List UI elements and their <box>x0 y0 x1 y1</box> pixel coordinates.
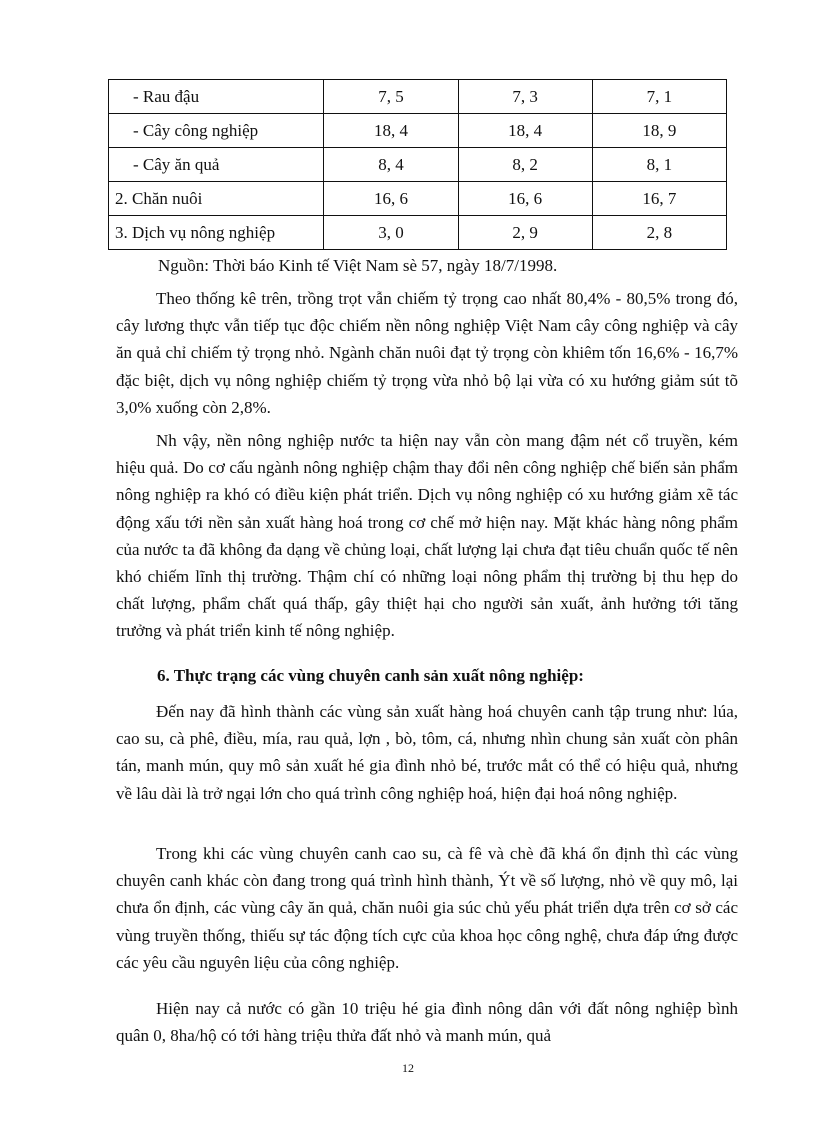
page-number: 12 <box>402 1061 414 1075</box>
cell-value: 2, 9 <box>458 216 592 250</box>
table-row <box>109 182 727 216</box>
cell-value: 18, 4 <box>324 114 458 148</box>
table-row <box>109 216 727 250</box>
row-label: - Cây công nghiệp <box>109 114 324 148</box>
paragraph-statistics: Theo thống kê trên, trồng trọt vẫn chiếm tỷ trọng cao nhất 80,4% - 80,5% trong đó, cây lương thực vẫn tiếp tục độc chiếm nền nông nghiệp Việt Nam cây công nghiệp và cây ăn quả chỉ chiếm tỷ trọng nhỏ. Ngành chăn nuôi đạt tỷ trọng còn khiêm tốn 16,6% - 16,7% đặc biệt, dịch vụ nông nghiệp chiếm tỷ trọng vừa nhỏ bộ lại vừa có xu hướng giảm sút tõ 3,0% xuống còn 2,8%. <box>116 289 738 417</box>
row-label: 2. Chăn nuôi <box>109 182 324 216</box>
row-label: - Cây ăn quả <box>109 148 324 182</box>
paragraph-households: Hiện nay cả nước có gần 10 triệu hé gia đình nông dân với đất nông nghiệp bình quân 0, 8ha/hộ có tới hàng triệu thửa đất nhỏ và manh mún, quả <box>116 999 738 1046</box>
section-heading: 6. Thực trạng các vùng chuyên canh sản xuất nông nghiệp: <box>157 666 584 685</box>
paragraph-traditional-agriculture: Nh vậy, nền nông nghiệp nước ta hiện nay vẫn còn mang đậm nét cổ truyền, kém hiệu quả. Do cơ cấu ngành nông nghiệp chậm thay đổi nên công nghiệp chế biến sản phẩm nông nghiệp ra khó có điều kiện phát triển. Dịch vụ nông nghiệp có xu hướng giảm xẽ tác động xấu tới nền sản xuất hàng hoá trong cơ chế mở hiện nay. Mặt khác hàng nông phẩm của nước ta đã không đa dạng về chủng loại, chất lượng lại chưa đạt tiêu chuẩn quốc tế nên khó chiếm lĩnh thị trường. Thậm chí có những loại nông phẩm thị trường bị thu hẹp do chất lượng, phẩm chất quá thấp, gây thiệt hại cho người sản xuất, ảnh hưởng tới tăng trưởng và phát triển kinh tế nông nghiệp. <box>116 431 738 641</box>
cell-value: 7, 1 <box>592 80 726 114</box>
source-note: Nguồn: Thời báo Kinh tế Việt Nam sè 57, ngày 18/7/1998. <box>158 256 558 275</box>
cell-value: 7, 3 <box>458 80 592 114</box>
cell-value: 7, 5 <box>324 80 458 114</box>
cell-value: 8, 4 <box>324 148 458 182</box>
cell-value: 2, 8 <box>592 216 726 250</box>
row-label: - Rau đậu <box>109 80 324 114</box>
cell-value: 3, 0 <box>324 216 458 250</box>
cell-value: 8, 2 <box>458 148 592 182</box>
table-row <box>109 148 727 182</box>
row-label: 3. Dịch vụ nông nghiệp <box>109 216 324 250</box>
crop-structure-table <box>108 79 727 250</box>
cell-value: 16, 7 <box>592 182 726 216</box>
cell-value: 18, 9 <box>592 114 726 148</box>
table-row <box>109 80 727 114</box>
paragraph-specialized-zones: Đến nay đã hình thành các vùng sản xuất hàng hoá chuyên canh tập trung như: lúa, cao su, cà phê, điều, mía, rau quả, lợn , bò, tôm, cá, nhưng nhìn chung sản xuất còn phân tán, manh mún, quy mô sản xuất hé gia đình nhỏ bé, trước mắt có thể có hiệu quả, nhưng về lâu dài là trở ngại lớn cho quá trình công nghiệp hoá, hiện đại hoá nông nghiệp. <box>116 702 738 803</box>
table-row <box>109 114 727 148</box>
cell-value: 16, 6 <box>324 182 458 216</box>
paragraph-rubber-coffee-tea: Trong khi các vùng chuyên canh cao su, cà fê và chè đã khá ổn định thì các vùng chuyên canh khác còn đang trong quá trình hình thành, Ýt về số lượng, nhỏ về quy mô, lại chưa ổn định, các vùng cây ăn quả, chăn nuôi gia súc chủ yếu phát triển dựa trên cơ sở các vùng truyền thống, thiếu sự tác động tích cực của khoa học công nghệ, chưa đáp ứng được các yêu cầu nguyên liệu của công nghiệp. <box>116 844 738 972</box>
cell-value: 18, 4 <box>458 114 592 148</box>
cell-value: 16, 6 <box>458 182 592 216</box>
cell-value: 8, 1 <box>592 148 726 182</box>
